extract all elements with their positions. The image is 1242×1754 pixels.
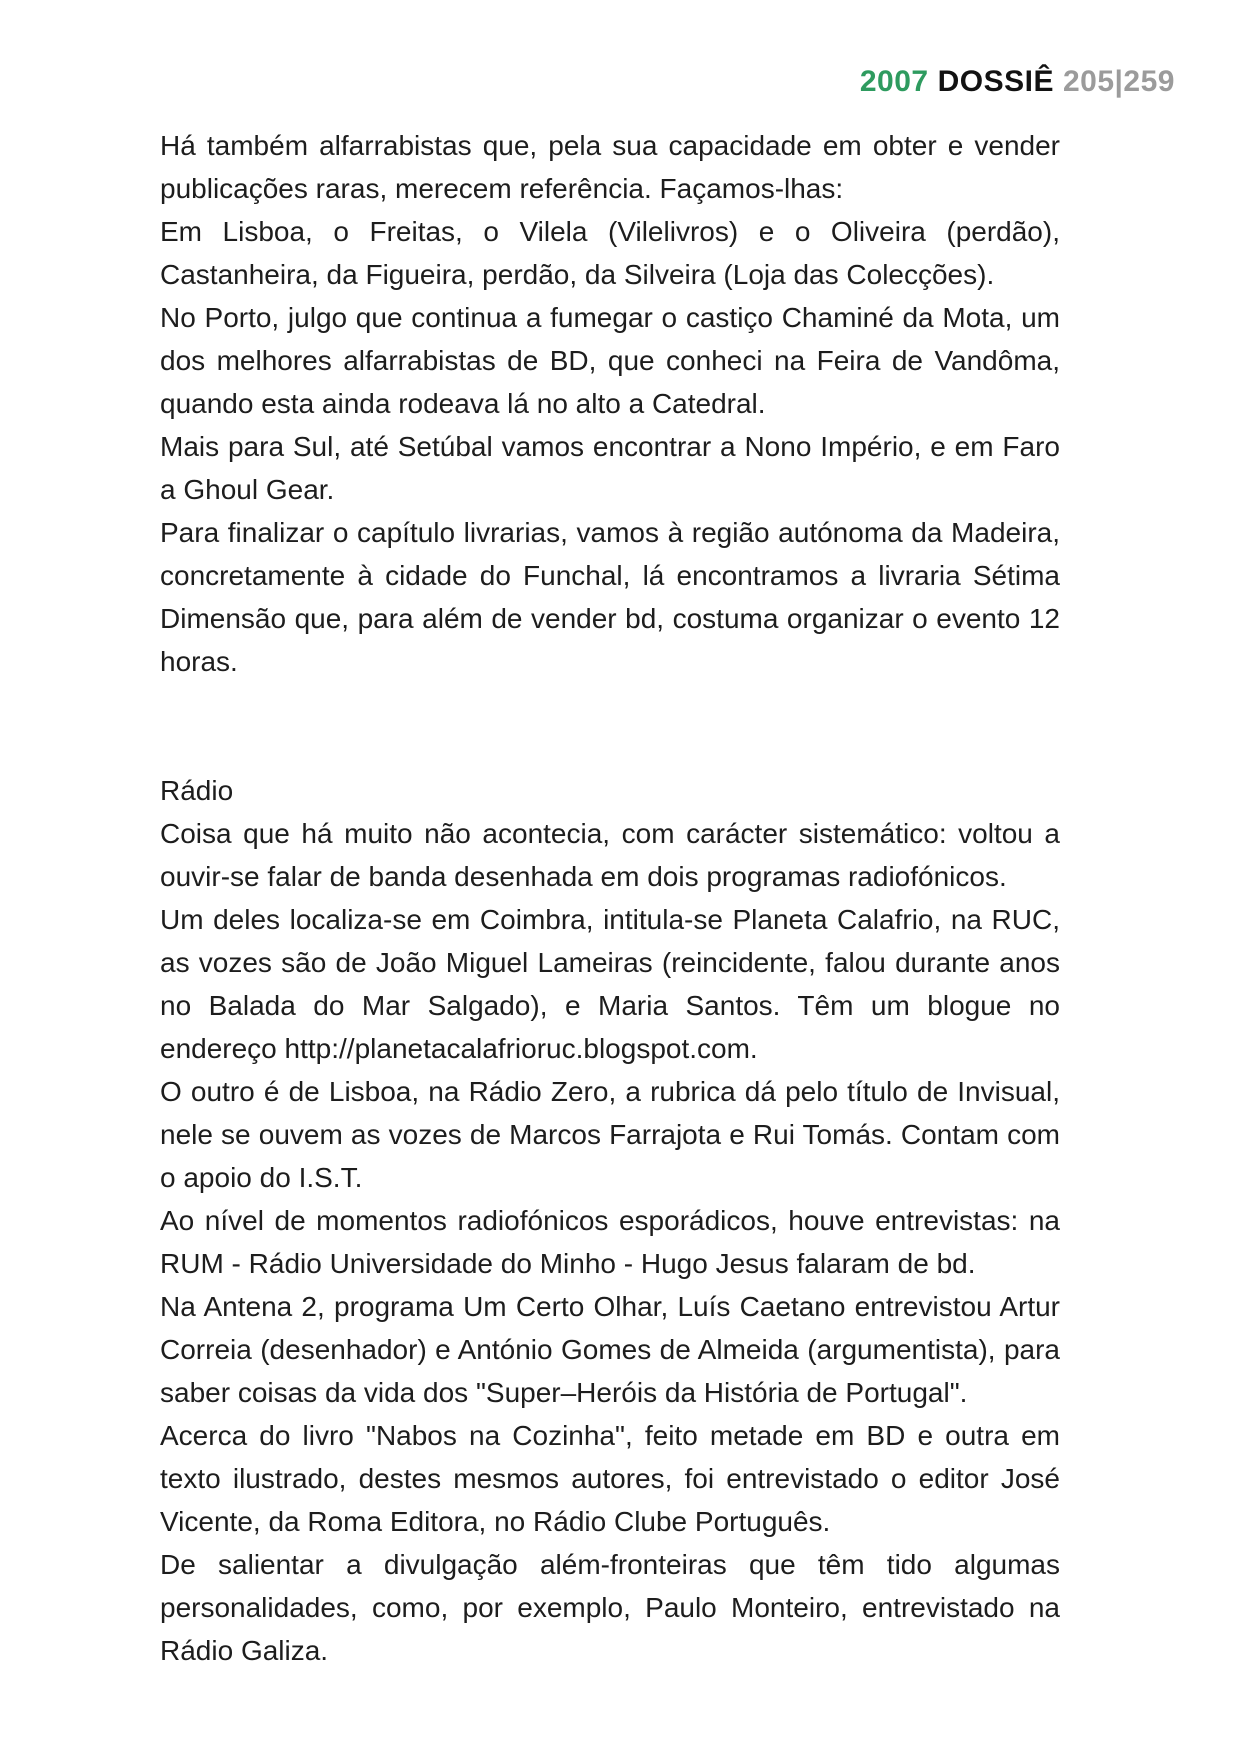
paragraph-lisboa-shops: Em Lisboa, o Freitas, o Vilela (Vilelivros) e o Oliveira (perdão), Castanheira, da Figueira, perdão, da Silveira (Loja das Colecções).	[160, 216, 1060, 290]
paragraph-antena2-um-certo-olhar: Na Antena 2, programa Um Certo Olhar, Luís Caetano entrevistou Artur Correia (desenhador) e António Gomes de Almeida (argumentista), para saber coisas da vida dos "Super–Heróis da História de Portugal".	[160, 1291, 1060, 1408]
paragraph-alfarrabistas-intro: Há também alfarrabistas que, pela sua capacidade em obter e vender publicações raras, merecem referência. Façamos-lhas:	[160, 130, 1060, 204]
paragraph-planeta-calafrio: Um deles localiza-se em Coimbra, intitula-se Planeta Calafrio, na RUC, as vozes são de João Miguel Lameiras (reincidente, falou durante anos no Balada do Mar Salgado), e Maria Santos. Têm um blogue no endereço http://planetacalafrioruc.blogspot.com.	[160, 904, 1060, 1064]
paragraph-radio-intro: Coisa que há muito não acontecia, com carácter sistemático: voltou a ouvir-se falar de banda desenhada em dois programas radiofónicos.	[160, 818, 1060, 892]
header-dossier-title: DOSSIÊ	[937, 65, 1054, 98]
header-year: 2007	[859, 65, 929, 98]
paragraph-nabos-na-cozinha: Acerca do livro "Nabos na Cozinha", feito metade em BD e outra em texto ilustrado, destes mesmos autores, foi entrevistado o editor José Vicente, da Roma Editora, no Rádio Clube Português.	[160, 1420, 1060, 1537]
document-body	[160, 124, 1060, 1672]
paragraph-alem-fronteiras: De salientar a divulgação além-fronteiras que têm tido algumas personalidades, como, por exemplo, Paulo Monteiro, entrevistado na Rádio Galiza.	[160, 1549, 1060, 1666]
paragraph-radio-zero-invisual: O outro é de Lisboa, na Rádio Zero, a rubrica dá pelo título de Invisual, nele se ouvem as vozes de Marcos Farrajota e Rui Tomás. Contam com o apoio do I.S.T.	[160, 1076, 1060, 1193]
paragraph-porto-chamine: No Porto, julgo que continua a fumegar o castiço Chaminé da Mota, um dos melhores alfarrabistas de BD, que conheci na Feira de Vandôma, quando esta ainda rodeava lá no alto a Catedral.	[160, 302, 1060, 419]
header-page-range: 205|259	[1062, 65, 1175, 98]
paragraph-rum-entrevistas: Ao nível de momentos radiofónicos esporádicos, houve entrevistas: na RUM - Rádio Universidade do Minho - Hugo Jesus falaram de bd.	[160, 1205, 1060, 1279]
page-header	[860, 64, 1175, 100]
paragraph-sul-setubal-faro: Mais para Sul, até Setúbal vamos encontrar a Nono Império, e em Faro a Ghoul Gear.	[160, 431, 1060, 505]
paragraph-madeira-funchal: Para finalizar o capítulo livrarias, vamos à região autónoma da Madeira, concretamente à cidade do Funchal, lá encontramos a livraria Sétima Dimensão que, para além de vender bd, costuma organizar o evento 12 horas.	[160, 517, 1060, 677]
section-heading-radio: Rádio	[160, 775, 234, 806]
